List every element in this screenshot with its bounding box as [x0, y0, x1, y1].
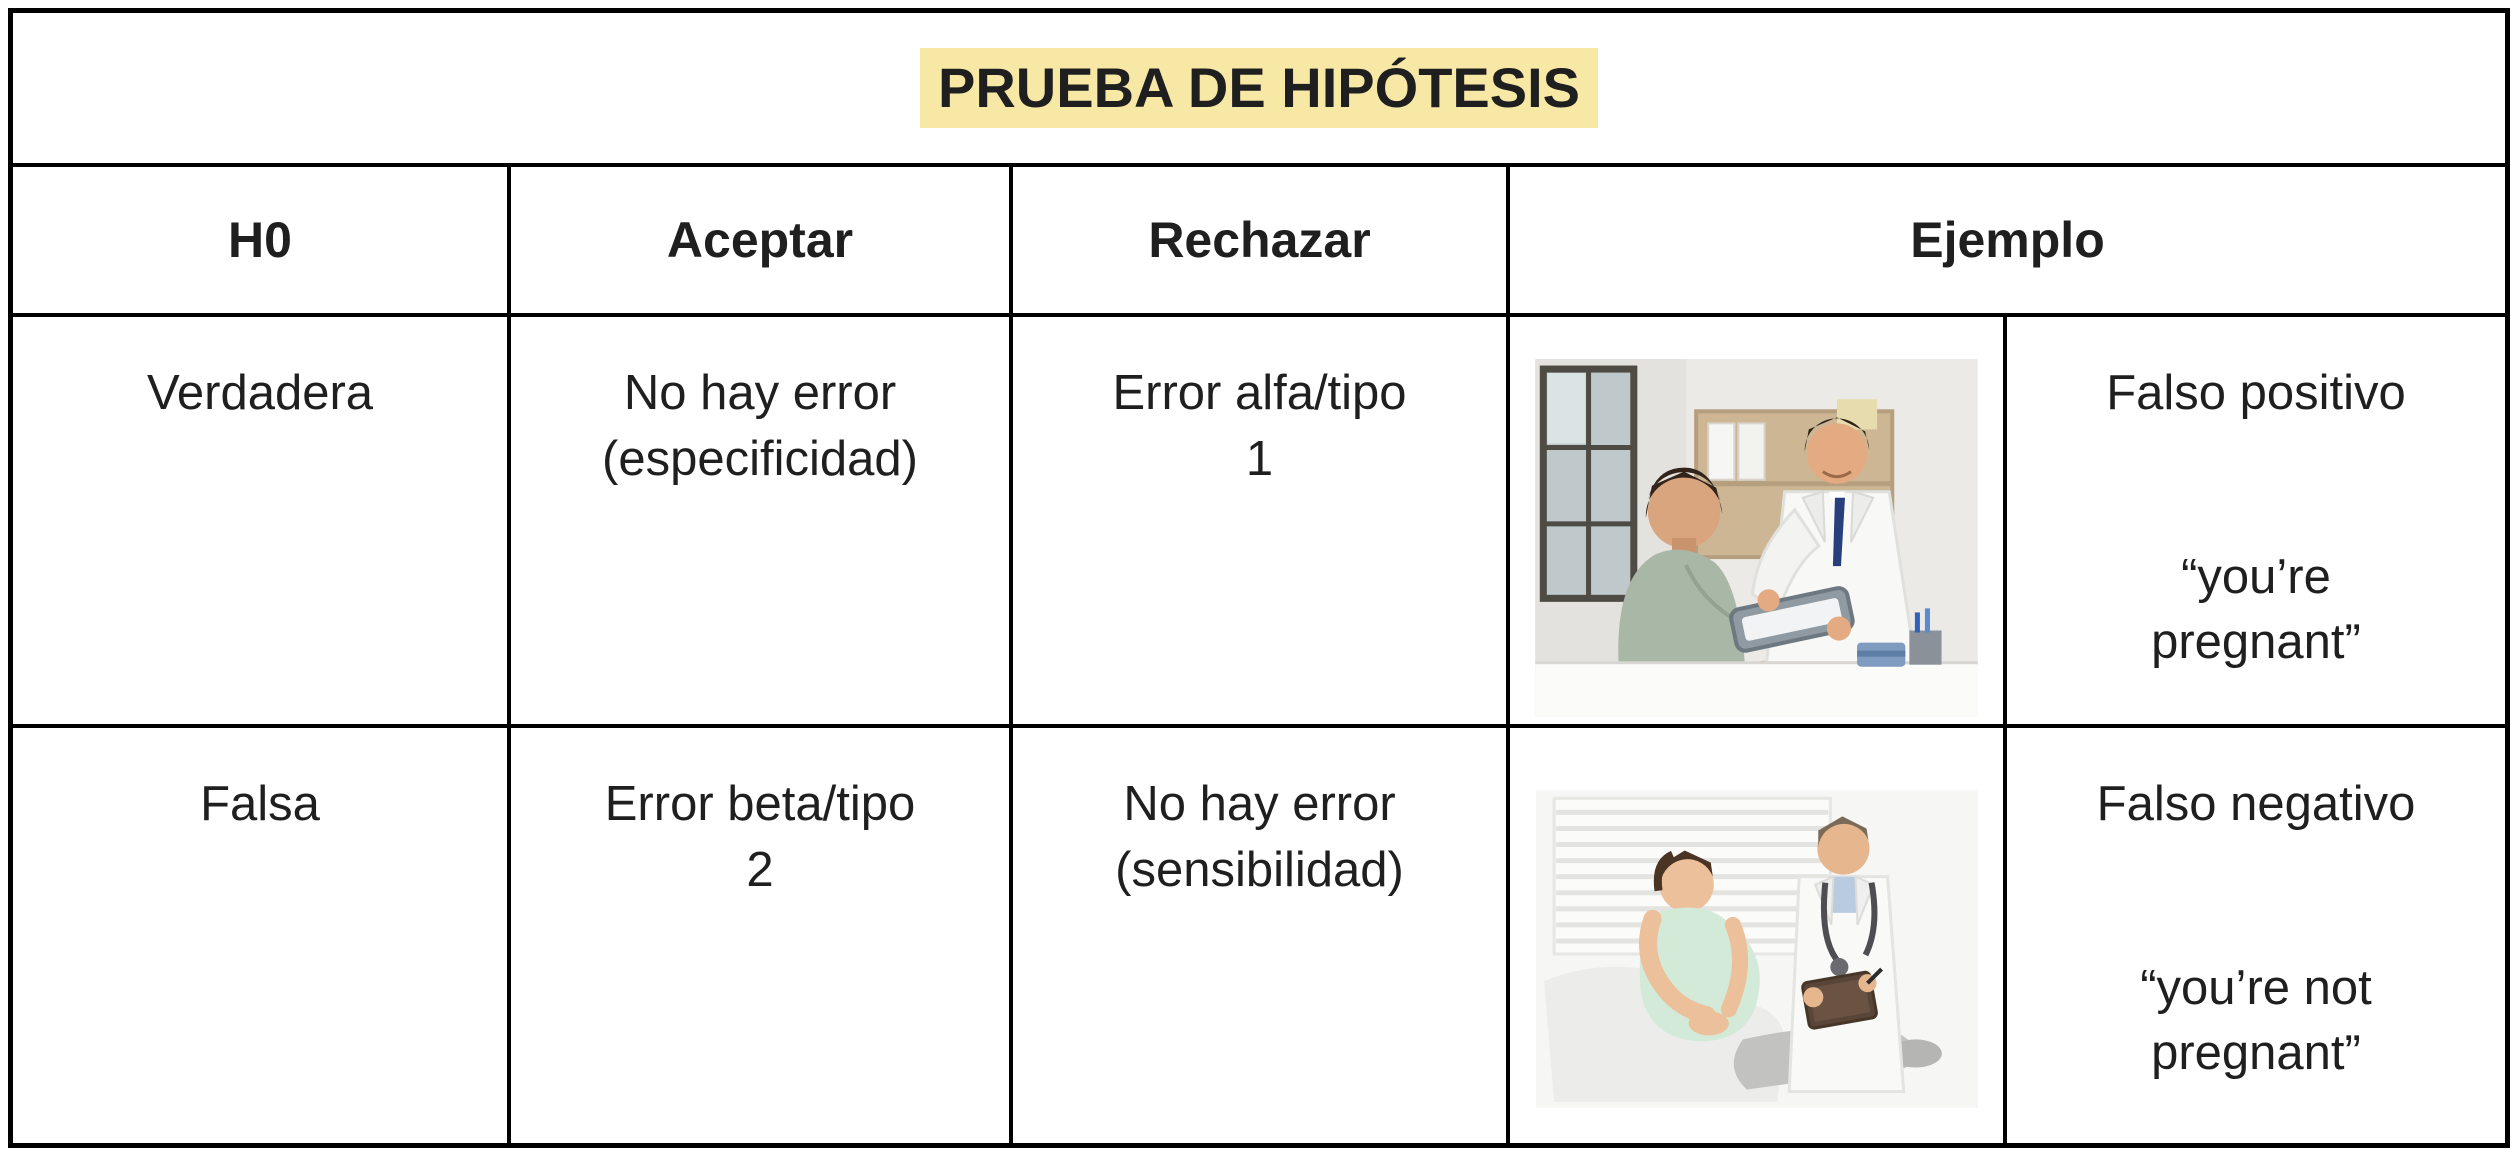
row2-quote-line1: “you’re not	[2140, 960, 2372, 1015]
header-reject-label: Rechazar	[1148, 212, 1371, 268]
doctor-consulting-male-patient-photo	[1534, 359, 1979, 717]
row2-example-quote	[2140, 956, 2372, 1087]
row1-h0-cell	[13, 313, 507, 724]
row2-h0-value: Falsa	[200, 777, 320, 831]
table-title: PRUEBA DE HIPÓTESIS	[920, 48, 1598, 128]
row1-quote-line1: “you’re	[2181, 549, 2331, 604]
header-example-label: Ejemplo	[1910, 212, 2105, 268]
row2-h0-cell	[13, 724, 507, 1143]
row2-photo-cell	[1506, 724, 2003, 1143]
header-accept	[507, 163, 1009, 313]
row1-h0-value: Verdadera	[146, 366, 374, 420]
row2-accept-line2: 2	[746, 842, 774, 897]
row2-reject-line1: No hay error	[1123, 777, 1396, 831]
header-h0-label: H0	[228, 212, 292, 268]
row2-reject-line2: (sensibilidad)	[1115, 842, 1404, 897]
row1-reject-line2: 1	[1245, 431, 1274, 486]
row2-reject-cell	[1009, 724, 1506, 1143]
window-illustration	[1543, 369, 1634, 598]
row2-accept-line1: Error beta/tipo	[604, 777, 916, 831]
row2-accept-cell	[507, 724, 1009, 1143]
row1-example-title: Falso positivo	[2106, 366, 2406, 420]
row1-accept-line2: (especificidad)	[602, 431, 918, 486]
row1-reject-cell	[1009, 313, 1506, 724]
row1-accept-cell	[507, 313, 1009, 724]
doctor-with-pregnant-patient-photo	[1536, 790, 1978, 1108]
row1-example-quote	[2151, 545, 2361, 676]
row2-example-cell	[2003, 724, 2505, 1143]
row2-example-title: Falso negativo	[2096, 777, 2416, 831]
row1-accept-line1: No hay error	[623, 366, 897, 420]
row1-reject-line1: Error alfa/tipo	[1112, 366, 1407, 420]
row1-example-cell	[2003, 313, 2505, 724]
header-h0	[13, 163, 507, 313]
table-title-row	[13, 13, 2505, 163]
header-example	[1506, 163, 2505, 313]
header-reject	[1009, 163, 1506, 313]
row2-quote-line2: pregnant”	[2151, 1026, 2361, 1081]
hypothesis-test-table	[8, 8, 2510, 1148]
row1-quote-line2: pregnant”	[2151, 615, 2361, 670]
header-accept-label: Aceptar	[666, 212, 854, 268]
row1-photo-cell	[1506, 313, 2003, 724]
